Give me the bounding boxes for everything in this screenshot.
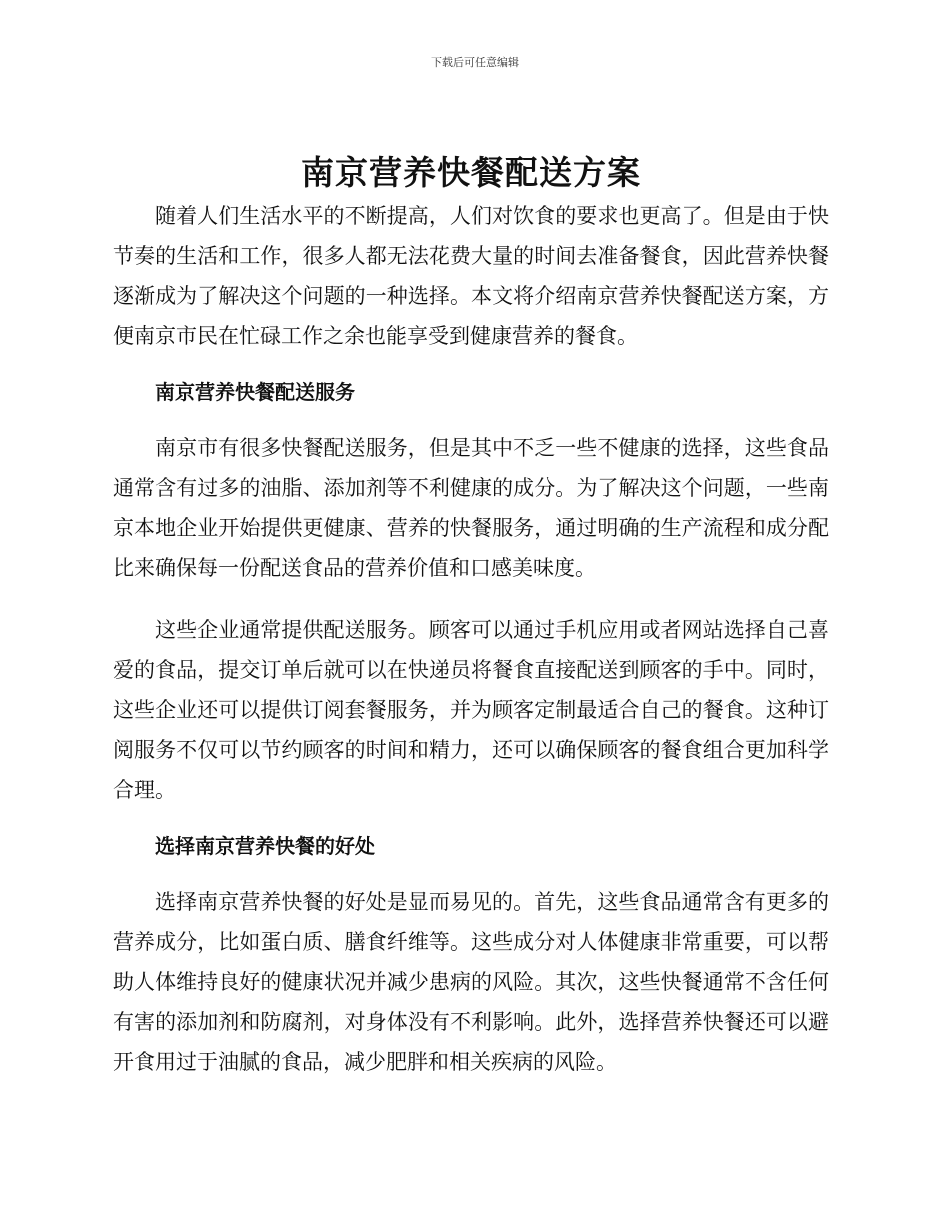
spacer xyxy=(113,810,829,826)
document-body xyxy=(113,150,829,1082)
document-title: 南京营养快餐配送方案 xyxy=(301,153,641,192)
spacer xyxy=(113,866,829,882)
spacer xyxy=(113,588,829,610)
section-paragraph: 南京市有很多快餐配送服务，但是其中不乏一些不健康的选择，这些食品通常含有过多的油脂、添加剂等不利健康的成分。为了解决这个问题，一些南京本地企业开始提供更健康、营养的快餐服务，通过明确的生产流程和成分配比来确保每一份配送食品的营养价值和口感美味度。 xyxy=(113,436,829,580)
intro-paragraph: 随着人们生活水平的不断提高，人们对饮食的要求也更高了。但是由于快节奏的生活和工作，很多人都无法花费大量的时间去准备餐食，因此营养快餐逐渐成为了解决这个问题的一种选择。本文将介绍南京营养快餐配送方案，方便南京市民在忙碌工作之余也能享受到健康营养的餐食。 xyxy=(113,204,829,348)
section-heading-benefits: 选择南京营养快餐的好处 xyxy=(155,834,375,858)
page-header-note: 下载后可任意编辑 xyxy=(431,56,519,69)
section-heading-delivery-service: 南京营养快餐配送服务 xyxy=(155,380,355,404)
section-paragraph: 选择南京营养快餐的好处是显而易见的。首先，这些食品通常含有更多的营养成分，比如蛋白质、膳食纤维等。这些成分对人体健康非常重要，可以帮助人体维持良好的健康状况并减少患病的风险。其次，这些快餐通常不含任何有害的添加剂和防腐剂，对身体没有不利影响。此外，选择营养快餐还可以避开食用过于油腻的食品，减少肥胖和相关疾病的风险。 xyxy=(113,890,829,1074)
spacer xyxy=(113,412,829,428)
section-paragraph: 这些企业通常提供配送服务。顾客可以通过手机应用或者网站选择自己喜爱的食品，提交订单后就可以在快递员将餐食直接配送到顾客的手中。同时，这些企业还可以提供订阅套餐服务，并为顾客定制最适合自己的餐食。这种订阅服务不仅可以节约顾客的时间和精力，还可以确保顾客的餐食组合更加科学合理。 xyxy=(113,618,829,802)
spacer xyxy=(113,356,829,372)
